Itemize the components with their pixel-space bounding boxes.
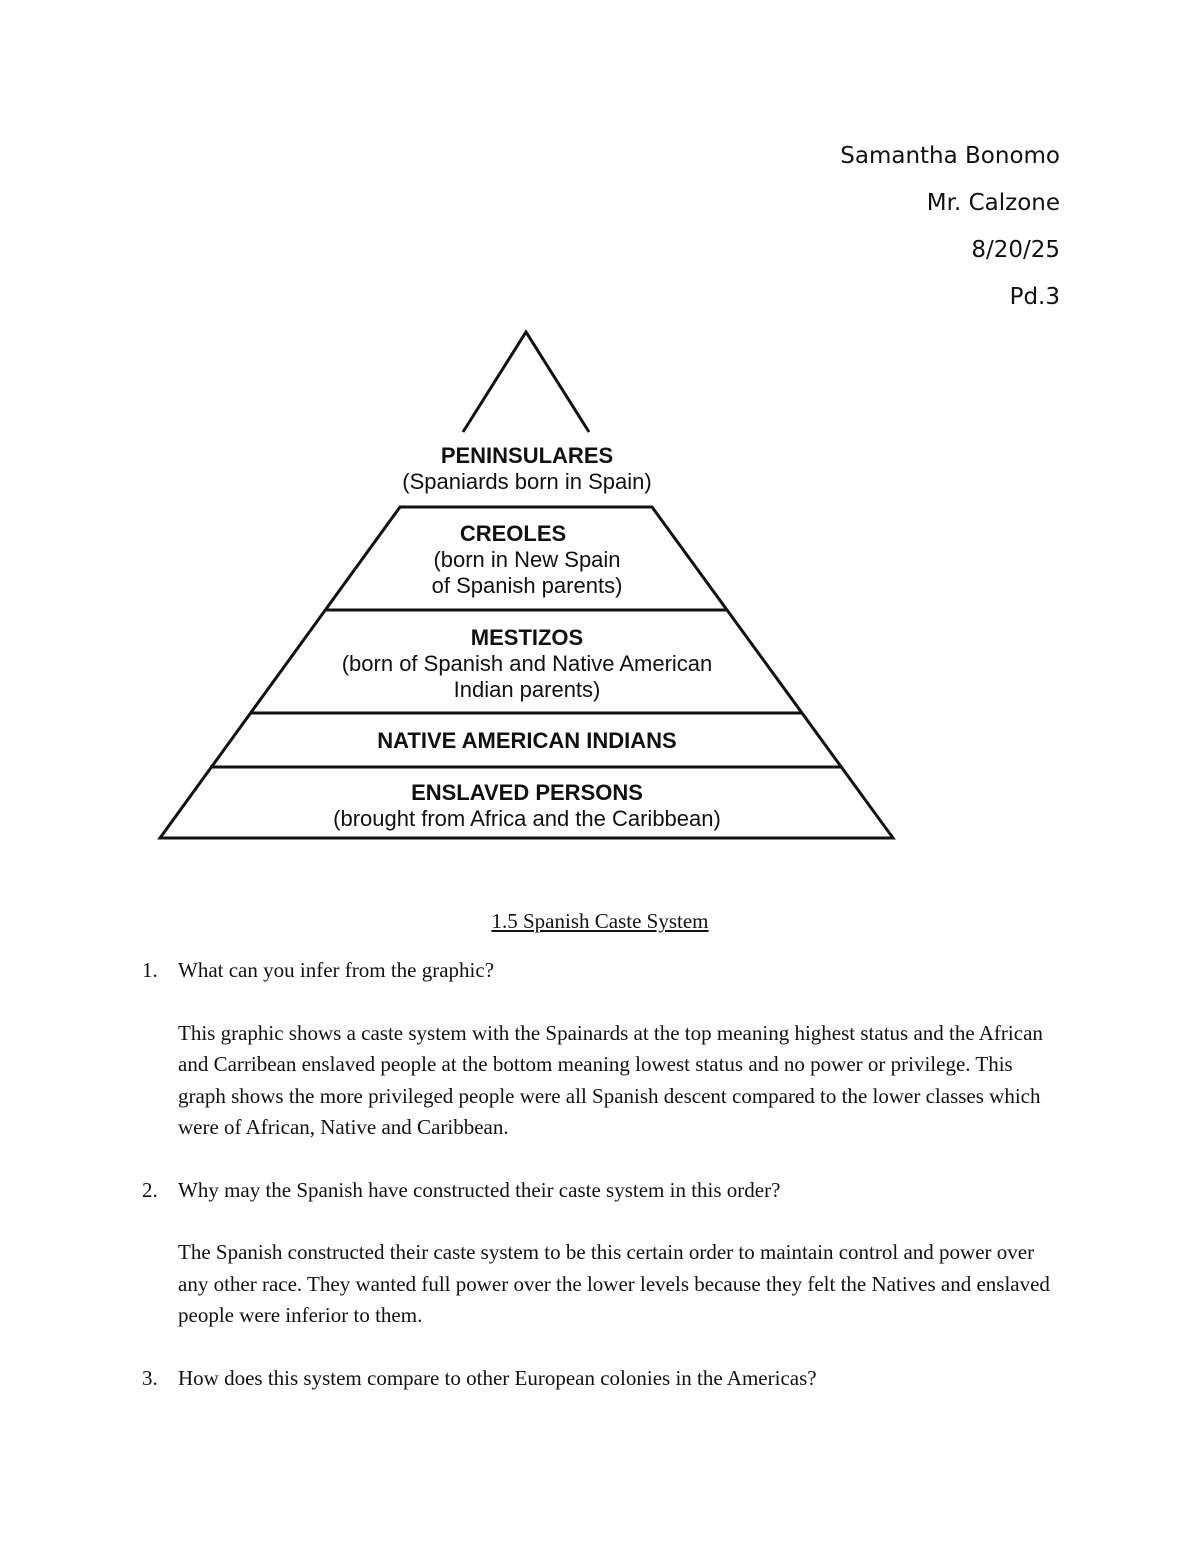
- question-3-text: How does this system compare to other European colonies in the Americas?: [178, 1365, 817, 1390]
- level-creoles-desc-2: of Spanish parents): [431, 573, 623, 598]
- level-enslaved-name: ENSLAVED PERSONS: [411, 780, 643, 805]
- level-enslaved-desc: (brought from Africa and the Caribbean): [333, 806, 721, 831]
- level-peninsulares-desc: (Spaniards born in Spain): [402, 469, 652, 494]
- level-mestizos-desc-1: (born of Spanish and Native American: [341, 651, 713, 676]
- question-1-number: 1.: [142, 958, 158, 982]
- level-peninsulares-name: PENINSULARES: [440, 443, 614, 468]
- pyramid-apex: [463, 332, 589, 432]
- question-1-text: What can you infer from the graphic?: [178, 958, 495, 982]
- class-period: Pd.3: [1009, 284, 1060, 310]
- level-creoles-desc-1: (born in New Spain: [433, 547, 621, 572]
- level-native-name: NATIVE AMERICAN INDIANS: [377, 728, 677, 753]
- question-list: [142, 955, 1062, 1394]
- answer-2-text: The Spanish constructed their caste system to be this certain order to maintain control and power over any other race. They wanted full power over the lower levels because they felt the Natives and enslaved people were inferior to them.: [178, 1240, 1050, 1327]
- question-1: [142, 955, 1062, 1144]
- question-3: [142, 1363, 1062, 1395]
- level-creoles-name: CREOLES: [459, 521, 567, 546]
- question-2-number: 2.: [142, 1177, 158, 1202]
- assignment-date: 8/20/25: [971, 237, 1060, 263]
- document-title: 1.5 Spanish Caste System: [491, 909, 709, 933]
- level-mestizos-name: MESTIZOS: [470, 625, 584, 650]
- level-mestizos-desc-2: Indian parents): [453, 677, 601, 702]
- question-3-number: 3.: [142, 1365, 158, 1390]
- question-2-text: Why may the Spanish have constructed their caste system in this order?: [178, 1177, 781, 1202]
- student-name: Samantha Bonomo: [840, 143, 1060, 169]
- teacher-name: Mr. Calzone: [926, 190, 1060, 216]
- question-2: [142, 1175, 1062, 1332]
- answer-1-text: This graphic shows a caste system with the Spainards at the top meaning highest status and the African and Carribean enslaved people at the bottom meaning lowest status and no power or privilege. This graph shows the more privileged people were all Spanish descent compared to the lower classes which were of African, Native and Caribbean.: [178, 1020, 1043, 1139]
